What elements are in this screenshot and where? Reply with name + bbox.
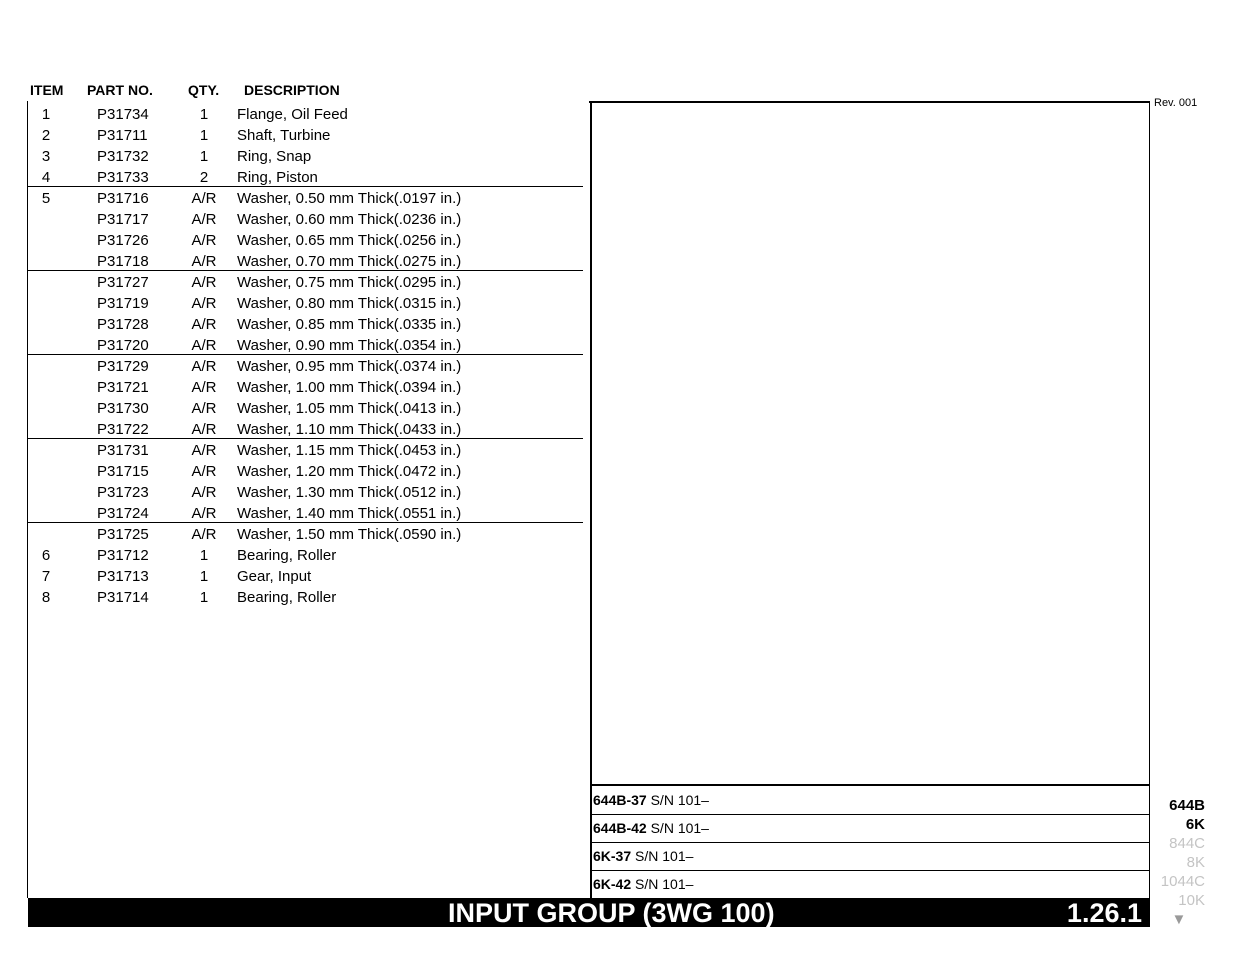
part-number: P31719: [97, 295, 149, 312]
part-description: Washer, 0.50 mm Thick(.0197 in.): [237, 190, 462, 207]
quantity: A/R: [191, 505, 217, 522]
part-description: Washer, 0.70 mm Thick(.0275 in.): [237, 253, 462, 270]
quantity: A/R: [191, 211, 217, 228]
quantity: A/R: [191, 274, 217, 291]
serial-divider: [590, 814, 1150, 815]
serial-block-top-rule: [590, 784, 1150, 786]
item-number: 6: [41, 547, 51, 564]
quantity: A/R: [191, 421, 217, 438]
column-header-qty: QTY.: [188, 82, 220, 98]
quantity: A/R: [191, 484, 217, 501]
part-description: Washer, 0.80 mm Thick(.0315 in.): [237, 295, 462, 312]
part-description: Washer, 0.75 mm Thick(.0295 in.): [237, 274, 462, 291]
part-number: P31712: [97, 547, 149, 564]
column-header-part-no: PART NO.: [87, 82, 153, 98]
model-label-6k: 6K: [1185, 816, 1205, 833]
quantity: 2: [199, 169, 209, 186]
quantity: 1: [199, 568, 209, 585]
part-number: P31722: [97, 421, 149, 438]
item-number: 5: [41, 190, 51, 207]
serial-row: 644B-42 S/N 101–: [593, 820, 709, 836]
column-header-description: DESCRIPTION: [244, 82, 340, 98]
part-number: P31730: [97, 400, 149, 417]
page-title: INPUT GROUP (3WG 100): [448, 898, 775, 928]
part-number: P31734: [97, 106, 149, 123]
quantity: 1: [199, 127, 209, 144]
part-description: Washer, 1.40 mm Thick(.0551 in.): [237, 505, 462, 522]
part-number: P31718: [97, 253, 149, 270]
model-label-844c: 844C: [1169, 835, 1205, 852]
part-description: Ring, Piston: [237, 169, 318, 186]
item-number: 4: [41, 169, 51, 186]
group-divider: [28, 270, 583, 271]
part-description: Washer, 0.95 mm Thick(.0374 in.): [237, 358, 462, 375]
part-number: P31720: [97, 337, 149, 354]
quantity: A/R: [191, 316, 217, 333]
column-header-item: ITEM: [30, 82, 64, 98]
serial-row: 6K-37 S/N 101–: [593, 848, 694, 864]
quantity: A/R: [191, 526, 217, 543]
quantity: A/R: [191, 295, 217, 312]
part-description: Ring, Snap: [237, 148, 312, 165]
part-description: Washer, 1.30 mm Thick(.0512 in.): [237, 484, 462, 501]
serial-row: 644B-37 S/N 101–: [593, 792, 709, 808]
page-number: 1.26.1: [1066, 898, 1142, 928]
quantity: A/R: [191, 463, 217, 480]
part-number: P31725: [97, 526, 149, 543]
serial-row: 6K-42 S/N 101–: [593, 876, 694, 892]
quantity: A/R: [191, 190, 217, 207]
item-number: 1: [41, 106, 51, 123]
model-label-1044c: 1044C: [1160, 873, 1205, 890]
serial-divider: [590, 842, 1150, 843]
part-number: P31716: [97, 190, 149, 207]
part-description: Bearing, Roller: [237, 547, 337, 564]
part-number: P31713: [97, 568, 149, 585]
part-description: Washer, 1.15 mm Thick(.0453 in.): [237, 442, 462, 459]
part-number: P31733: [97, 169, 149, 186]
item-number: 3: [41, 148, 51, 165]
model-label-10k: 10K: [1178, 892, 1205, 909]
part-description: Gear, Input: [237, 568, 312, 585]
group-divider: [28, 522, 583, 523]
quantity: A/R: [191, 400, 217, 417]
model-label-8k: 8K: [1186, 854, 1205, 871]
part-description: Washer, 1.00 mm Thick(.0394 in.): [237, 379, 462, 396]
revision-label: Rev. 001: [1154, 97, 1198, 109]
serial-divider: [590, 870, 1150, 871]
part-number: P31727: [97, 274, 149, 291]
part-number: P31732: [97, 148, 149, 165]
part-description: Washer, 0.60 mm Thick(.0236 in.): [237, 211, 462, 228]
model-label-644b: 644B: [1169, 797, 1205, 814]
group-divider: [28, 186, 583, 187]
group-divider: [28, 438, 583, 439]
quantity: A/R: [191, 337, 217, 354]
footer-bar: [28, 898, 1150, 927]
part-description: Washer, 0.85 mm Thick(.0335 in.): [237, 316, 462, 333]
item-number: 8: [41, 589, 51, 606]
part-number: P31717: [97, 211, 149, 228]
quantity: A/R: [191, 253, 217, 270]
group-divider: [28, 354, 583, 355]
quantity: A/R: [191, 358, 217, 375]
part-description: Washer, 1.10 mm Thick(.0433 in.): [237, 421, 462, 438]
model-index: [1161, 796, 1205, 929]
part-number: P31711: [97, 127, 148, 144]
part-description: Washer, 0.65 mm Thick(.0256 in.): [237, 232, 462, 249]
quantity: 1: [199, 547, 209, 564]
part-description: Washer, 1.20 mm Thick(.0472 in.): [237, 463, 462, 480]
quantity: A/R: [191, 379, 217, 396]
quantity: 1: [199, 148, 209, 165]
part-number: P31724: [97, 505, 149, 522]
part-number: P31715: [97, 463, 149, 480]
part-number: P31723: [97, 484, 149, 501]
part-number: P31731: [97, 442, 149, 459]
part-description: Washer, 1.05 mm Thick(.0413 in.): [237, 400, 462, 417]
item-number: 2: [41, 127, 51, 144]
part-number: P31728: [97, 316, 149, 333]
quantity: A/R: [191, 232, 217, 249]
part-description: Washer, 1.50 mm Thick(.0590 in.): [237, 526, 462, 543]
part-description: Washer, 0.90 mm Thick(.0354 in.): [237, 337, 462, 354]
illustration-frame: [589, 101, 1150, 900]
part-description: Bearing, Roller: [237, 589, 337, 606]
part-number: P31714: [97, 589, 149, 606]
quantity: 1: [199, 106, 209, 123]
part-number: P31726: [97, 232, 149, 249]
part-description: Shaft, Turbine: [237, 127, 331, 144]
part-number: P31729: [97, 358, 149, 375]
quantity: A/R: [191, 442, 217, 459]
quantity: 1: [199, 589, 209, 606]
part-description: Flange, Oil Feed: [237, 106, 348, 123]
part-number: P31721: [97, 379, 149, 396]
item-number: 7: [41, 568, 51, 585]
down-arrow-icon: ▼: [1171, 911, 1187, 928]
